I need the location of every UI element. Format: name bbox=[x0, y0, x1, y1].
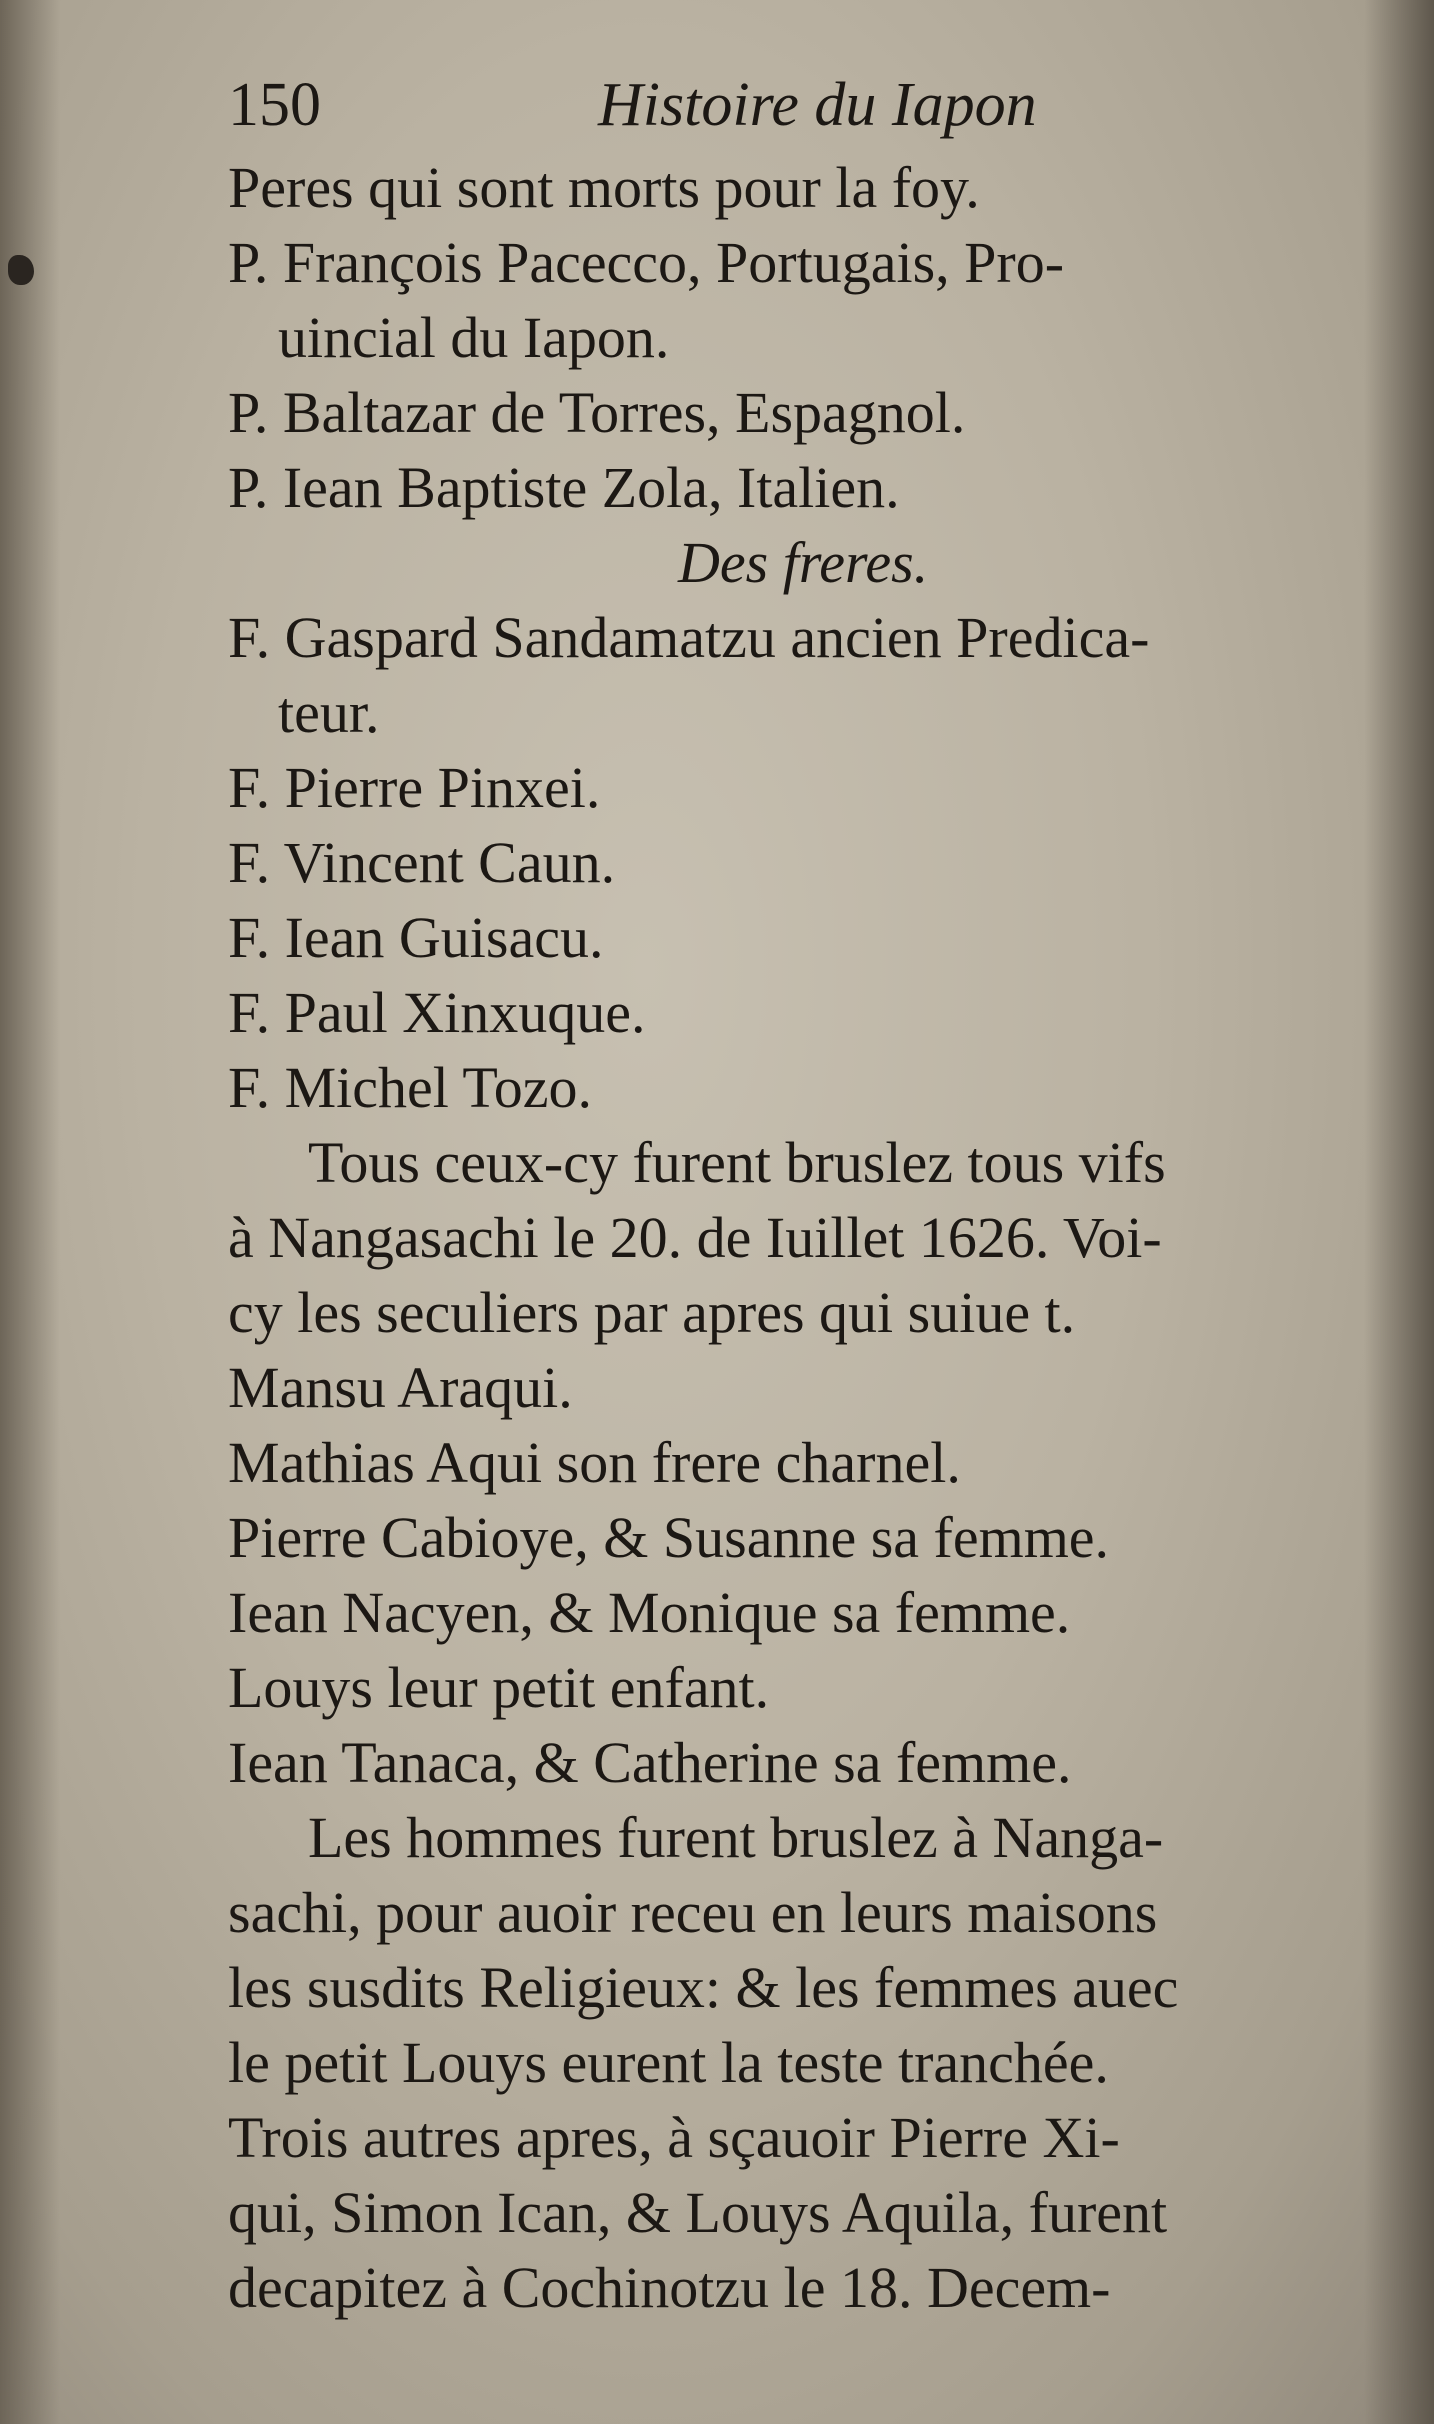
text-line: Des freres. bbox=[678, 530, 929, 595]
text-line: Pierre Cabioye, & Susanne sa femme. bbox=[228, 1505, 1110, 1570]
text-line: Mathias Aqui son frere charnel. bbox=[228, 1430, 961, 1495]
text-line: F. Michel Tozo. bbox=[228, 1055, 592, 1120]
text-line: P. Iean Baptiste Zola, Italien. bbox=[228, 455, 900, 520]
text-line: à Nangasachi le 20. de Iuillet 1626. Voi- bbox=[228, 1205, 1162, 1270]
page-number: 150 bbox=[228, 71, 321, 139]
text-line: P. Baltazar de Torres, Espagnol. bbox=[228, 380, 966, 445]
text-line: cy les seculiers par apres qui suiue t. bbox=[228, 1280, 1076, 1345]
text-lines bbox=[228, 150, 1358, 2325]
text-line: decapitez à Cochinotzu le 18. Decem- bbox=[228, 2255, 1111, 2320]
text-line: P. François Pacecco, Portugais, Pro- bbox=[228, 230, 1065, 295]
page-edge-shadow bbox=[1364, 0, 1434, 2424]
text-line: F. Iean Guisacu. bbox=[228, 905, 604, 970]
text-line: sachi, pour auoir receu en leurs maisons bbox=[228, 1880, 1158, 1945]
text-line: Louys leur petit enfant. bbox=[228, 1655, 770, 1720]
text-line: qui, Simon Ican, & Louys Aquila, furent bbox=[228, 2180, 1168, 2245]
text-line: le petit Louys eurent la teste tranchée. bbox=[228, 2030, 1109, 2095]
binding-shadow bbox=[0, 0, 60, 2424]
text-line: Iean Nacyen, & Monique sa femme. bbox=[228, 1580, 1071, 1645]
text-line: F. Vincent Caun. bbox=[228, 830, 616, 895]
text-line: les susdits Religieux: & les femmes auec bbox=[228, 1955, 1179, 2020]
text-line: Peres qui sont morts pour la foy. bbox=[228, 155, 980, 220]
text-line: Iean Tanaca, & Catherine sa femme. bbox=[228, 1730, 1072, 1795]
text-line: Trois autres apres, à sçauoir Pierre Xi- bbox=[228, 2105, 1120, 2170]
text-line: Mansu Araqui. bbox=[228, 1355, 573, 1420]
text-line: F. Paul Xinxuque. bbox=[228, 980, 646, 1045]
running-title: Histoire du Iapon bbox=[598, 71, 1037, 139]
text-line: F. Gaspard Sandamatzu ancien Predica- bbox=[228, 605, 1150, 670]
text-block bbox=[228, 70, 1358, 2325]
ink-blot bbox=[8, 255, 34, 285]
text-line: uincial du Iapon. bbox=[278, 305, 670, 370]
text-line: teur. bbox=[278, 680, 380, 745]
text-line: Tous ceux-cy furent bruslez tous vifs bbox=[308, 1130, 1166, 1195]
text-line: Les hommes furent bruslez à Nanga- bbox=[308, 1805, 1164, 1870]
page-header bbox=[228, 70, 1358, 150]
text-line: F. Pierre Pinxei. bbox=[228, 755, 601, 820]
